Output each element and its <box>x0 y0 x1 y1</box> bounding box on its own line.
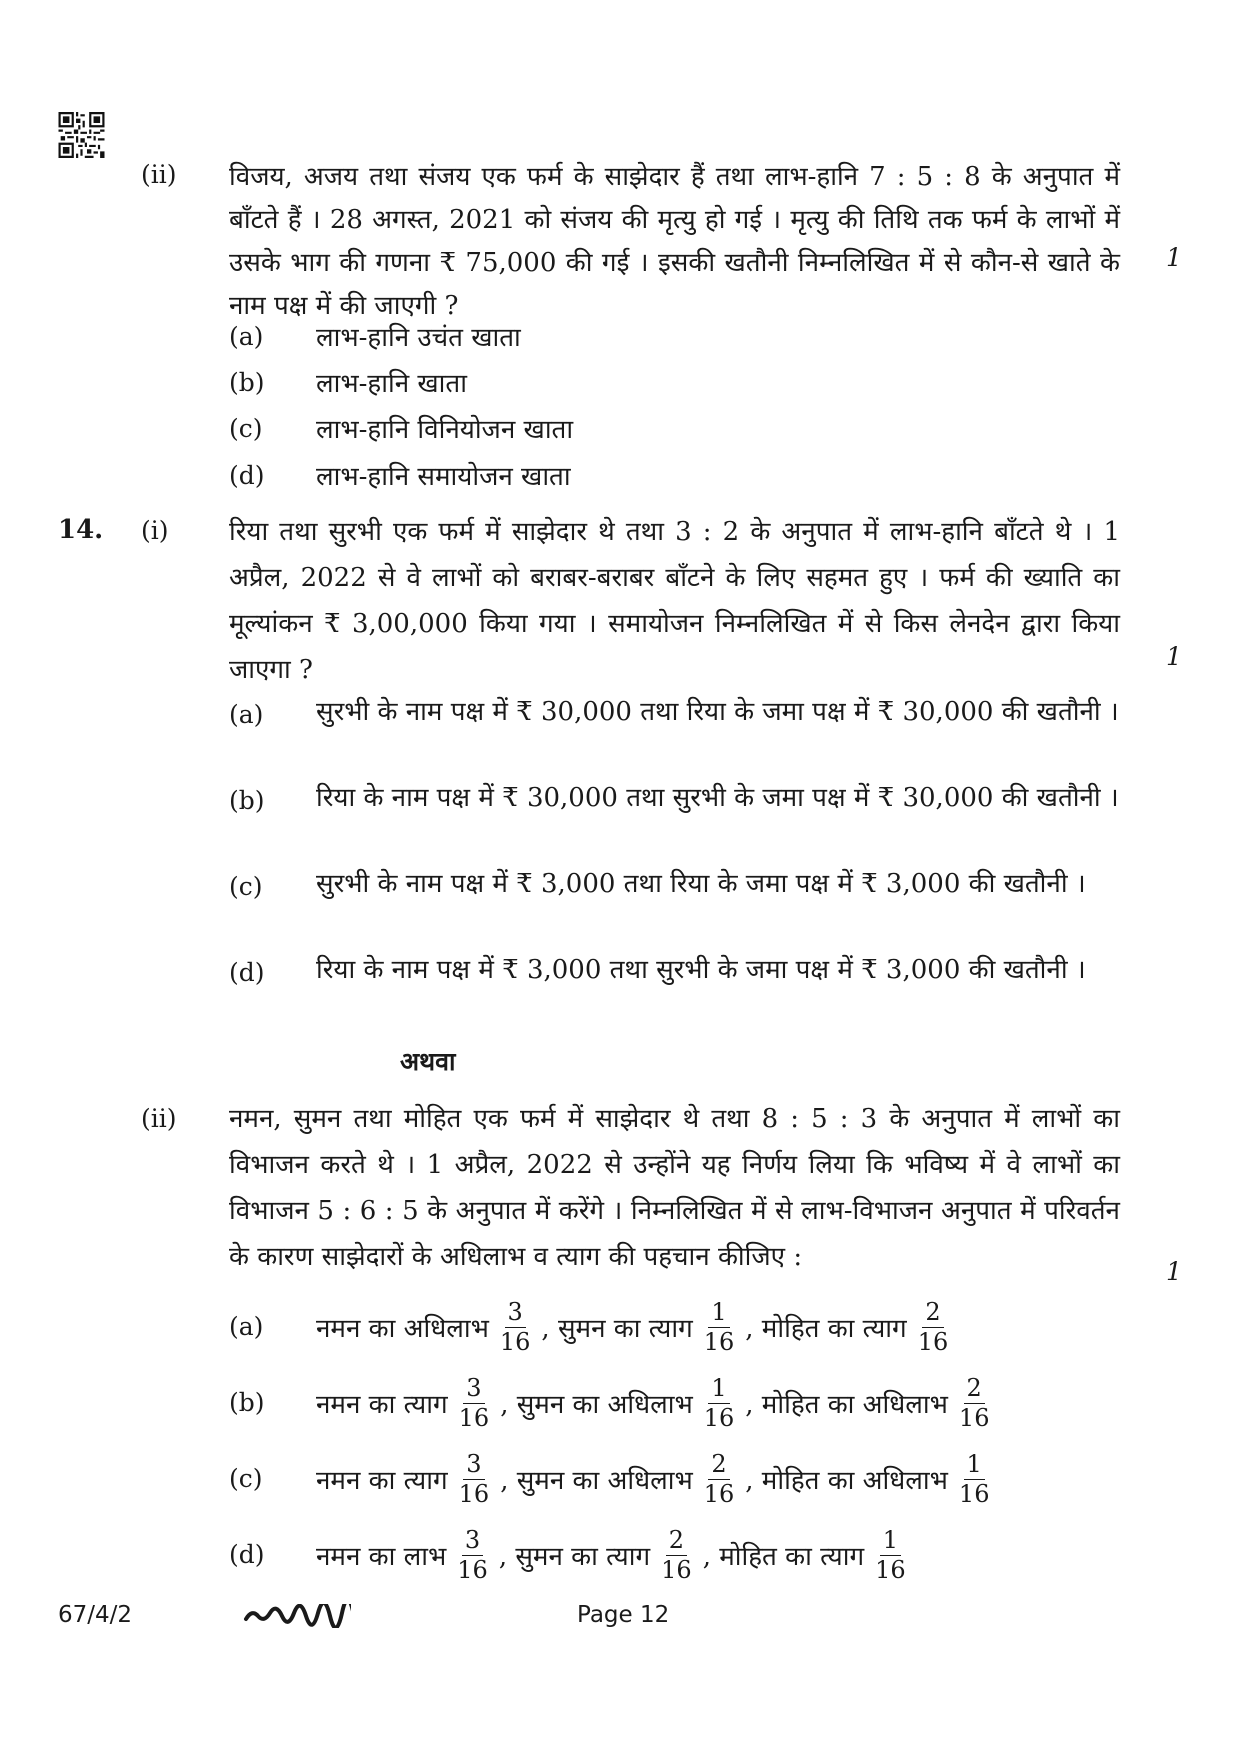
q13-option-d-text: लाभ-हानि समायोजन खाता <box>316 462 571 492</box>
denominator: 16 <box>661 1555 692 1584</box>
fraction <box>701 1450 738 1509</box>
q14-ii-option-d <box>316 1520 917 1590</box>
numerator: 2 <box>666 1526 687 1556</box>
q13-option-a-text: लाभ-हानि उचंत खाता <box>316 323 521 353</box>
fraction <box>872 1526 909 1585</box>
denominator: 16 <box>875 1555 906 1584</box>
denominator: 16 <box>457 1555 488 1584</box>
numerator: 1 <box>708 1298 729 1328</box>
denominator: 16 <box>703 1403 735 1432</box>
fraction <box>456 1450 493 1509</box>
numerator: 3 <box>505 1298 526 1328</box>
q14-ii-option-a-label: (a) <box>229 1312 264 1341</box>
q14-part-ii-question: नमन, सुमन तथा मोहित एक फर्म में साझेदार थे तथा 8 : 5 : 3 के अनुपात में लाभों का विभाजन करते थे । 1 अप्रैल, 2022 से उन्होंने यह निर्णय लिया कि भविष्य में वे लाभों का विभाजन 5 : 6 : 5 के अनुपात में करेंगे । निम्नलिखित में से लाभ-विभाजन अनुपात में परिवर्तन के कारण साझेदारों के अधिलाभ व त्याग की पहचान कीजिए : <box>229 1104 1120 1272</box>
numerator: 3 <box>463 1450 484 1480</box>
fraction <box>956 1450 993 1509</box>
numerator: 1 <box>708 1374 729 1404</box>
q14-part-i-label: (i) <box>141 516 169 545</box>
option-text: , मोहित का त्याग <box>702 1542 865 1572</box>
q13-part-ii-marks: 1 <box>1166 243 1182 272</box>
numerator: 2 <box>708 1450 729 1480</box>
q13-option-a-label: (a) <box>229 322 264 351</box>
numerator: 2 <box>964 1374 985 1404</box>
q14-i-option-d-label: (d) <box>229 958 265 987</box>
q13-part-ii-label: (ii) <box>141 160 177 189</box>
q14-i-option-c-label: (c) <box>229 872 263 901</box>
denominator: 16 <box>458 1479 490 1508</box>
option-text: नमन का लाभ <box>316 1542 447 1572</box>
denominator: 16 <box>499 1327 531 1356</box>
option-text: , सुमन का अधिलाभ <box>500 1466 693 1496</box>
denominator: 16 <box>958 1479 990 1508</box>
option-text: , मोहित का त्याग <box>745 1314 907 1344</box>
numerator: 2 <box>922 1298 943 1328</box>
q13-option-b-text: लाभ-हानि खाता <box>316 369 467 399</box>
denominator: 16 <box>703 1327 735 1356</box>
q14-ii-option-d-label: (d) <box>229 1540 265 1569</box>
option-text: नमन का त्याग <box>316 1390 448 1420</box>
option-text: नमन का अधिलाभ <box>316 1314 489 1344</box>
option-text: नमन का त्याग <box>316 1466 448 1496</box>
fraction <box>658 1526 695 1585</box>
q14-ii-option-a <box>316 1292 959 1362</box>
option-text: , सुमन का अधिलाभ <box>500 1390 693 1420</box>
page-number: Page 12 <box>577 1602 670 1628</box>
option-text: , सुमन का त्याग <box>541 1314 693 1344</box>
fraction <box>915 1298 952 1357</box>
fraction <box>701 1298 738 1357</box>
q14-i-option-b-text: रिया के नाम पक्ष में ₹ 30,000 तथा सुरभी के जमा पक्ष में ₹ 30,000 की खतौनी । <box>316 783 1119 813</box>
fraction <box>701 1374 738 1433</box>
fraction <box>956 1374 993 1433</box>
or-heading: अथवा <box>400 1047 456 1076</box>
q14-i-option-a-label: (a) <box>229 700 264 729</box>
q14-ii-option-c-label: (c) <box>229 1464 263 1493</box>
fraction <box>456 1374 493 1433</box>
q13-option-d-label: (d) <box>229 461 265 490</box>
q13-part-ii-question: विजय, अजय तथा संजय एक फर्म के साझेदार हैं तथा लाभ-हानि 7 : 5 : 8 के अनुपात में बाँटते हैं । 28 अगस्त, 2021 को संजय की मृत्यु हो गई । मृत्यु की तिथि तक फर्म के लाभों में उसके भाग की गणना ₹ 75,000 की गई । इसकी खतौनी निम्नलिखित में से कौन-से खाते के नाम पक्ष में की जाएगी ? <box>229 162 1120 321</box>
option-text: , मोहित का अधिलाभ <box>745 1466 948 1496</box>
q14-part-ii-label: (ii) <box>141 1104 177 1133</box>
qr-code-icon <box>58 112 105 158</box>
q14-ii-option-b <box>316 1368 1000 1438</box>
q13-option-b-label: (b) <box>229 368 265 397</box>
numerator: 3 <box>462 1526 483 1556</box>
fraction <box>497 1298 534 1357</box>
denominator: 16 <box>958 1403 990 1432</box>
fraction <box>454 1526 491 1585</box>
q13-option-c-text: लाभ-हानि विनियोजन खाता <box>316 415 574 445</box>
denominator: 16 <box>917 1327 949 1356</box>
q14-part-i-question: रिया तथा सुरभी एक फर्म में साझेदार थे तथा 3 : 2 के अनुपात में लाभ-हानि बाँटते थे । 1 अप्रैल, 2022 से वे लाभों को बराबर-बराबर बाँटने के लिए सहमत हुए । फर्म की ख्याति का मूल्यांकन ₹ 3,00,000 किया गया । समायोजन निम्नलिखित में से किस लेनदेन द्वारा किया जाएगा ? <box>229 517 1120 685</box>
numerator: 1 <box>880 1526 901 1556</box>
q14-part-i-marks: 1 <box>1166 642 1182 671</box>
denominator: 16 <box>703 1479 735 1508</box>
q13-option-c-label: (c) <box>229 414 263 443</box>
paper-code: 67/4/2 <box>58 1602 133 1628</box>
numerator: 1 <box>964 1450 985 1480</box>
q14-i-option-a-text: सुरभी के नाम पक्ष में ₹ 30,000 तथा रिया के जमा पक्ष में ₹ 30,000 की खतौनी । <box>316 697 1119 727</box>
q14-i-option-c-text: सुरभी के नाम पक्ष में ₹ 3,000 तथा रिया के जमा पक्ष में ₹ 3,000 की खतौनी । <box>316 869 1086 899</box>
denominator: 16 <box>458 1403 490 1432</box>
tilde-ornament-icon <box>243 1604 351 1628</box>
q14-part-ii-marks: 1 <box>1166 1257 1182 1286</box>
numerator: 3 <box>463 1374 484 1404</box>
q14-ii-option-c <box>316 1444 1000 1514</box>
q14-i-option-d-text: रिया के नाम पक्ष में ₹ 3,000 तथा सुरभी के जमा पक्ष में ₹ 3,000 की खतौनी । <box>316 955 1086 985</box>
q14-i-option-b-label: (b) <box>229 786 265 815</box>
option-text: , सुमन का त्याग <box>498 1542 651 1572</box>
q14-number: 14. <box>58 515 104 545</box>
q14-ii-option-b-label: (b) <box>229 1388 265 1417</box>
option-text: , मोहित का अधिलाभ <box>745 1390 948 1420</box>
